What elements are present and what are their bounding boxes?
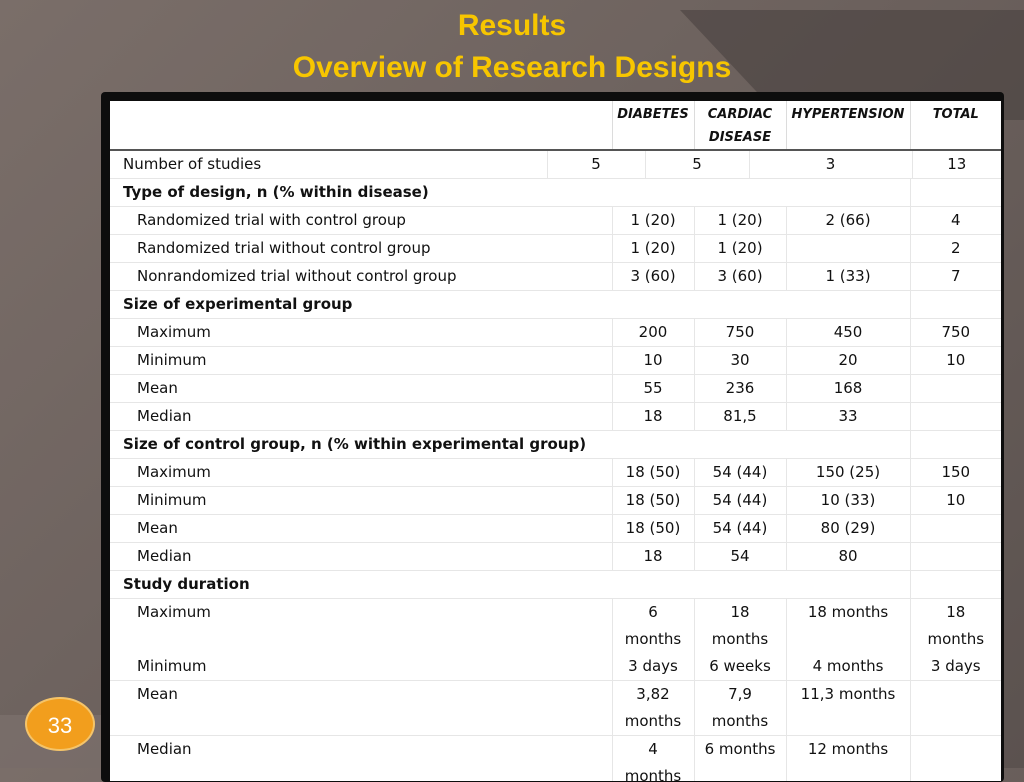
header-total (910, 101, 1001, 150)
header-diabetes-label: DIABETES (617, 107, 689, 122)
cell-diabetes: 1 (20) (612, 207, 694, 235)
cell-diabetes: 3 (60) (612, 263, 694, 291)
cell-cardiac: 54 (694, 543, 786, 571)
cell-diabetes: 1 (20) (612, 235, 694, 263)
cell-diabetes: 18 (612, 403, 694, 431)
cell-cardiac: 5 (645, 151, 749, 179)
cell-hypertension: 4 months (786, 653, 910, 681)
table-row (110, 543, 1001, 571)
cell-total (910, 571, 1001, 599)
cell-hypertension: 2 (66) (786, 207, 910, 235)
cell-cardiac (694, 681, 786, 736)
cell-unit: months (624, 630, 682, 648)
table-row (110, 653, 1001, 681)
cell-value: 18 (946, 603, 966, 621)
cell-total: 10 (910, 487, 1001, 515)
cell-diabetes: 18 (50) (612, 487, 694, 515)
cell-value: 6 (648, 603, 658, 621)
header-total-label: TOTAL (932, 107, 979, 122)
cell-total: 13 (912, 151, 1001, 179)
cell-total (910, 375, 1001, 403)
table-row (110, 681, 1001, 736)
row-label: Median (110, 403, 612, 431)
table-row (110, 319, 1001, 347)
row-label: Mean (110, 375, 612, 403)
cell-unit: months (927, 630, 985, 648)
header-cardiac-disease (694, 101, 786, 150)
section-control-group: Size of control group, n (% within experimental group) (110, 431, 910, 459)
slide-subtitle: Overview of Research Designs (292, 51, 732, 84)
cell-value: 18 (730, 603, 750, 621)
header-disease-label: DISEASE (708, 130, 772, 145)
cell-hypertension: 80 (786, 543, 910, 571)
header-blank (110, 101, 612, 150)
cell-total (910, 736, 1001, 782)
cell-cardiac: 6 months (694, 736, 786, 782)
cell-hypertension (786, 235, 910, 263)
cell-total: 2 (910, 235, 1001, 263)
results-table-container (110, 101, 1001, 781)
cell-unit: months (624, 712, 682, 730)
section-row (110, 431, 1001, 459)
results-table (110, 101, 1001, 151)
cell-value: 3,82 (636, 685, 670, 703)
row-label: Nonrandomized trial without control group (110, 263, 612, 291)
cell-value: 4 (648, 740, 658, 758)
cell-total (910, 543, 1001, 571)
section-row (110, 571, 1001, 599)
cell-total (910, 599, 1001, 654)
cell-hypertension: 33 (786, 403, 910, 431)
cell-cardiac: 54 (44) (694, 459, 786, 487)
section-row (110, 179, 1001, 207)
table-row (110, 151, 1001, 179)
row-label: Mean (110, 681, 612, 736)
cell-unit: months (624, 767, 682, 781)
cell-cardiac: 81,5 (694, 403, 786, 431)
row-label: Median (110, 543, 612, 571)
cell-diabetes: 18 (50) (612, 459, 694, 487)
table-row (110, 263, 1001, 291)
row-label: Randomized trial without control group (110, 235, 612, 263)
table-row (110, 375, 1001, 403)
cell-hypertension: 20 (786, 347, 910, 375)
cell-diabetes (612, 599, 694, 654)
cell-hypertension: 12 months (786, 736, 910, 782)
header-hypertension-label: HYPERTENSION (791, 107, 905, 122)
cell-total (910, 515, 1001, 543)
table-row (110, 599, 1001, 654)
cell-total (910, 179, 1001, 207)
cell-total: 3 days (910, 653, 1001, 681)
header-hypertension (786, 101, 910, 150)
cell-hypertension: 80 (29) (786, 515, 910, 543)
section-experimental-group: Size of experimental group (110, 291, 910, 319)
cell-diabetes: 55 (612, 375, 694, 403)
cell-hypertension: 3 (749, 151, 912, 179)
header-diabetes (612, 101, 694, 150)
cell-total: 750 (910, 319, 1001, 347)
section-type-of-design: Type of design, n (% within disease) (110, 179, 910, 207)
table-row (110, 207, 1001, 235)
header-cardiac-label: CARDIAC (707, 107, 773, 122)
cell-cardiac: 54 (44) (694, 487, 786, 515)
cell-total (910, 403, 1001, 431)
cell-unit: months (711, 630, 769, 648)
table-row (110, 487, 1001, 515)
cell-cardiac: 30 (694, 347, 786, 375)
row-label: Maximum (110, 319, 612, 347)
cell-diabetes: 10 (612, 347, 694, 375)
cell-hypertension: 150 (25) (786, 459, 910, 487)
cell-diabetes (612, 681, 694, 736)
row-label: Minimum (110, 487, 612, 515)
cell-hypertension: 168 (786, 375, 910, 403)
cell-diabetes: 200 (612, 319, 694, 347)
cell-diabetes: 3 days (612, 653, 694, 681)
cell-diabetes: 18 (50) (612, 515, 694, 543)
cell-total (910, 291, 1001, 319)
table-row (110, 515, 1001, 543)
cell-cardiac: 54 (44) (694, 515, 786, 543)
row-label: Minimum (110, 653, 612, 681)
cell-total: 10 (910, 347, 1001, 375)
row-label: Minimum (110, 347, 612, 375)
cell-diabetes: 18 (612, 543, 694, 571)
cell-cardiac: 1 (20) (694, 235, 786, 263)
cell-cardiac: 1 (20) (694, 207, 786, 235)
cell-hypertension: 450 (786, 319, 910, 347)
cell-diabetes: 5 (547, 151, 645, 179)
table-row (110, 347, 1001, 375)
row-label: Median (110, 736, 612, 782)
cell-total: 7 (910, 263, 1001, 291)
cell-cardiac (694, 599, 786, 654)
row-label: Maximum (110, 599, 612, 654)
cell-unit: months (711, 712, 769, 730)
cell-hypertension: 11,3 months (786, 681, 910, 736)
table-row (110, 736, 1001, 782)
page-number-badge: 33 (25, 697, 95, 751)
cell-diabetes (612, 736, 694, 782)
section-study-duration: Study duration (110, 571, 910, 599)
cell-total (910, 681, 1001, 736)
row-label: Randomized trial with control group (110, 207, 612, 235)
cell-total: 4 (910, 207, 1001, 235)
table-row (110, 403, 1001, 431)
cell-hypertension: 10 (33) (786, 487, 910, 515)
table-row (110, 459, 1001, 487)
cell-total (910, 431, 1001, 459)
cell-value: 7,9 (728, 685, 752, 703)
row-label: Number of studies (110, 151, 547, 179)
row-label: Maximum (110, 459, 612, 487)
slide-title: Results (457, 9, 567, 42)
table-row (110, 235, 1001, 263)
cell-cardiac: 3 (60) (694, 263, 786, 291)
cell-cardiac: 236 (694, 375, 786, 403)
results-table-body-main (110, 179, 1001, 781)
section-row (110, 291, 1001, 319)
results-table-body (110, 151, 1001, 179)
cell-hypertension: 18 months (786, 599, 910, 654)
cell-cardiac: 6 weeks (694, 653, 786, 681)
cell-cardiac: 750 (694, 319, 786, 347)
row-label: Mean (110, 515, 612, 543)
table-header-row (110, 101, 1001, 150)
cell-hypertension: 1 (33) (786, 263, 910, 291)
cell-total: 150 (910, 459, 1001, 487)
